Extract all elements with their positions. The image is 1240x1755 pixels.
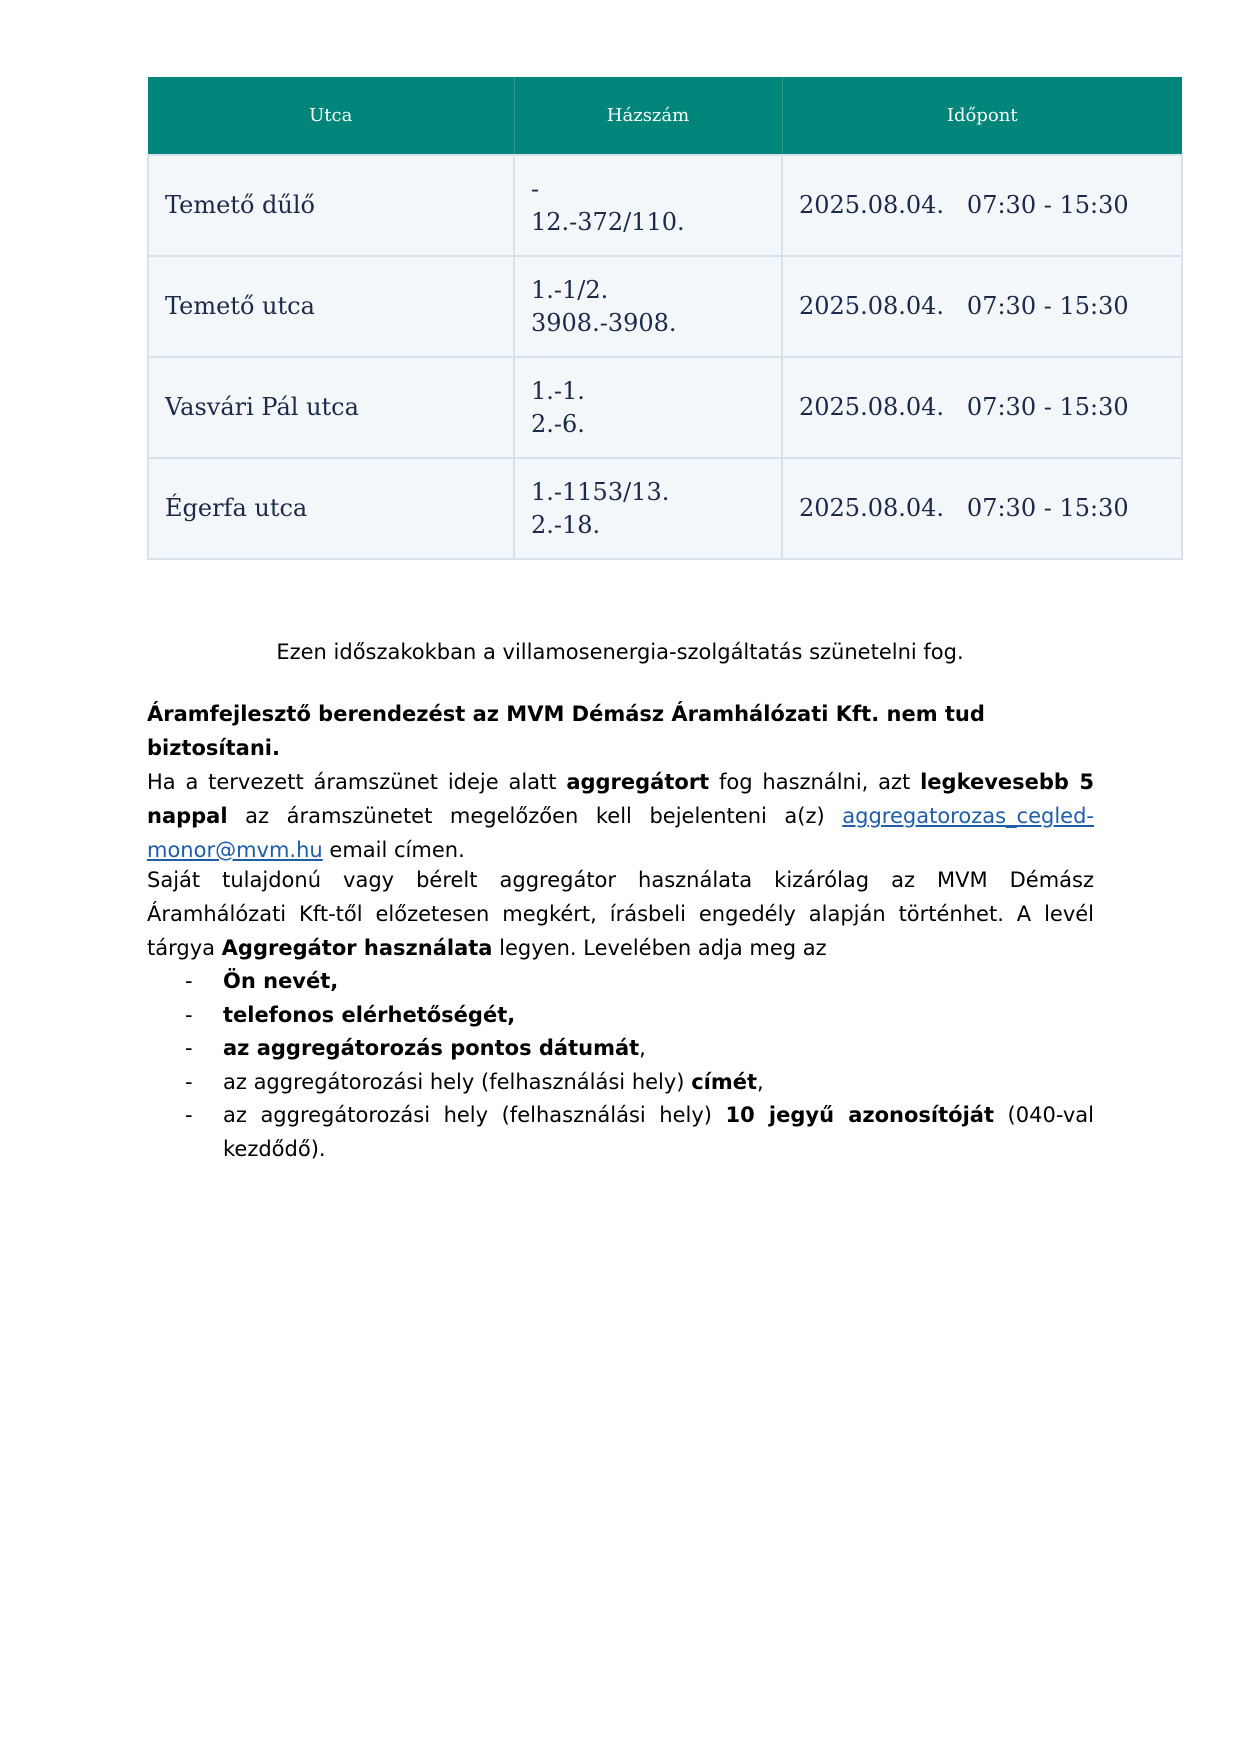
outage-table bbox=[147, 77, 1183, 560]
street-cell: Temető utca bbox=[148, 256, 514, 357]
permission-paragraph bbox=[147, 863, 1094, 965]
house-number-line: 1.-1. bbox=[531, 376, 585, 405]
house-number-line: 3908.-3908. bbox=[531, 308, 677, 337]
list-dash: - bbox=[185, 1002, 193, 1027]
list-item bbox=[147, 999, 1094, 1033]
instruction-text: Ha a tervezett áramszünet ideje alatt bbox=[147, 770, 567, 794]
generator-warning bbox=[147, 697, 1094, 765]
permission-bold: Aggregátor használata bbox=[221, 936, 493, 960]
list-dash: - bbox=[185, 1103, 193, 1127]
list-item-bold: az aggregátorozás pontos dátumát bbox=[223, 1036, 640, 1060]
generator-instructions bbox=[147, 765, 1094, 867]
required-info-list bbox=[147, 965, 1094, 1166]
instruction-bold: aggregátort bbox=[566, 770, 710, 794]
generator-warning-text: Áramfejlesztő berendezést az MVM Démász Áramhálózati Kft. nem tud biztosítani. bbox=[147, 702, 985, 760]
table-row bbox=[148, 256, 1182, 357]
list-dash: - bbox=[185, 1036, 193, 1060]
house-number-cell bbox=[514, 458, 782, 559]
time-cell: 2025.08.04. 07:30 - 15:30 bbox=[782, 458, 1182, 559]
table-row bbox=[148, 458, 1182, 559]
permission-text: Saját tulajdonú vagy bérelt aggregátor használata kizárólag az MVM Démász Áramhálózati Kft-től előzetesen megkért, írásbeli engedély alapján történhet. A levél tárgya bbox=[147, 868, 1094, 960]
house-number-line: 2.-6. bbox=[531, 409, 585, 438]
list-item bbox=[147, 1032, 1094, 1066]
house-number-line: 1.-1/2. bbox=[531, 275, 609, 304]
list-item bbox=[147, 1066, 1094, 1100]
instruction-bold: legkevesebb 5 nappal bbox=[147, 770, 1094, 828]
list-dash: - bbox=[185, 1069, 193, 1094]
table-row bbox=[148, 357, 1182, 458]
list-item-bold: telefonos elérhetőségét, bbox=[223, 1002, 516, 1027]
list-item-text: , bbox=[639, 1036, 646, 1060]
house-number-cell bbox=[514, 357, 782, 458]
street-cell: Temető dűlő bbox=[148, 155, 514, 256]
list-item bbox=[147, 965, 1094, 999]
house-number-line: 12.-372/110. bbox=[531, 207, 685, 236]
table-header-row bbox=[148, 77, 1182, 155]
list-item-text: (040-val kezdődő). bbox=[223, 1103, 1094, 1161]
permission-text: legyen. Levelében adja meg az bbox=[492, 936, 827, 960]
outage-notice: Ezen időszakokban a villamosenergia-szolgáltatás szünetelni fog. bbox=[276, 640, 964, 664]
instruction-text: email címen. bbox=[322, 838, 465, 862]
list-item-text: az aggregátorozási hely (felhasználási hely) bbox=[223, 1103, 726, 1127]
time-cell: 2025.08.04. 07:30 - 15:30 bbox=[782, 155, 1182, 256]
list-item-text: , bbox=[757, 1069, 764, 1094]
list-item bbox=[147, 1099, 1094, 1166]
house-number-cell bbox=[514, 256, 782, 357]
header-time: Időpont bbox=[782, 77, 1182, 155]
time-cell: 2025.08.04. 07:30 - 15:30 bbox=[782, 357, 1182, 458]
header-street: Utca bbox=[148, 77, 514, 155]
generator-paragraph bbox=[147, 697, 1094, 867]
list-item-text: az aggregátorozási hely (felhasználási hely) bbox=[223, 1069, 692, 1094]
list-item-bold: Ön nevét, bbox=[223, 969, 339, 993]
list-item-bold: címét bbox=[691, 1069, 757, 1094]
list-item-bold: 10 jegyű azonosítóját bbox=[725, 1103, 995, 1127]
instruction-text: az áramszünetet megelőzően kell bejelenteni a(z) bbox=[227, 804, 843, 828]
house-number-line: 2.-18. bbox=[531, 510, 601, 539]
table-row bbox=[148, 155, 1182, 256]
header-house-number: Házszám bbox=[514, 77, 782, 155]
street-cell: Égerfa utca bbox=[148, 458, 514, 559]
street-cell: Vasvári Pál utca bbox=[148, 357, 514, 458]
house-number-line: 1.-1153/13. bbox=[531, 477, 670, 506]
instruction-text: fog használni, azt bbox=[709, 770, 921, 794]
time-cell: 2025.08.04. 07:30 - 15:30 bbox=[782, 256, 1182, 357]
list-dash: - bbox=[185, 969, 193, 993]
email-link[interactable]: aggregatorozas_cegled-monor@mvm.hu bbox=[147, 804, 1094, 862]
house-number-line: - bbox=[531, 174, 540, 203]
house-number-cell bbox=[514, 155, 782, 256]
